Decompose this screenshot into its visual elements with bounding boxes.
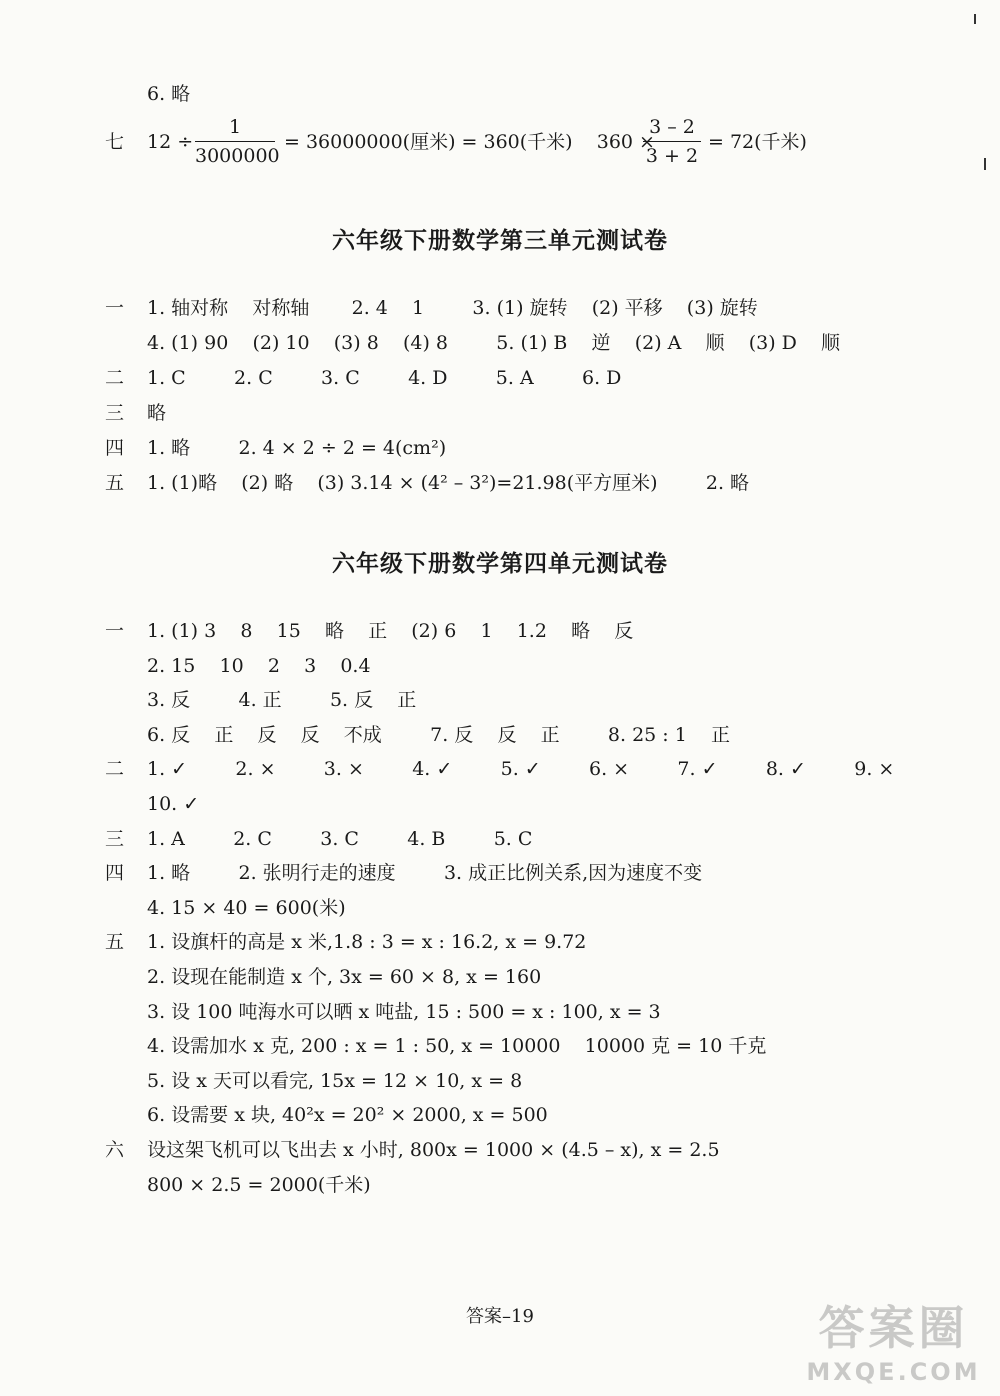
section-number: 七 [105, 131, 125, 153]
fraction-denominator: 3 + 2 [645, 145, 699, 167]
section-number: 一 [105, 297, 125, 319]
section-number: 五 [105, 931, 125, 954]
answer-line: 设这架飞机可以飞出去 x 小时, 800x = 1000 × (4.5 – x), x = 2.5 [147, 1139, 720, 1161]
answer-line: 5. 设 x 天可以看完, 15x = 12 × 10, x = 8 [147, 1069, 523, 1092]
section-number: 三 [105, 827, 125, 850]
answer-line: 800 × 2.5 = 2000(千米) [147, 1173, 371, 1196]
answer-line: 1. ✓ 2. × 3. × 4. ✓ 5. ✓ 6. × 7. ✓ 8. ✓ 9. × [147, 758, 895, 781]
expression-part: = 36000000(厘米) = 360(千米) 360 × [284, 131, 655, 153]
answer-line: 1. C 2. C 3. C 4. D 5. A 6. D [147, 367, 622, 389]
section-number: 四 [105, 862, 125, 885]
answer-line: 1. 略 2. 4 × 2 ÷ 2 = 4(cm²) [147, 437, 447, 459]
section-number: 三 [105, 402, 125, 424]
answer-line: 6. 略 [147, 83, 191, 105]
section-number: 六 [105, 1139, 125, 1161]
section-number: 一 [105, 620, 125, 642]
expression-part: 12 ÷ [147, 131, 194, 153]
answer-line: 6. 设需要 x 块, 40²x = 20² × 2000, x = 500 [147, 1104, 548, 1127]
answer-line: 3. 设 100 吨海水可以晒 x 吨盐, 15 : 500 = x : 100, x = 3 [147, 1000, 661, 1023]
watermark-text: 答案圈 [818, 1301, 969, 1355]
fraction-numerator: 1 [228, 116, 242, 138]
answer-line: 3. 反 4. 正 5. 反 正 [147, 689, 417, 712]
scan-mark [974, 14, 976, 24]
answer-line: 1. 略 2. 张明行走的速度 3. 成正比例关系,因为速度不变 [147, 862, 703, 885]
fraction [195, 116, 280, 167]
answer-line: 2. 15 10 2 3 0.4 [147, 654, 371, 677]
answer-line: 4. 设需加水 x 克, 200 : x = 1 : 50, x = 10000 10000 克 = 10 千克 [147, 1035, 767, 1058]
answer-line: 2. 设现在能制造 x 个, 3x = 60 × 8, x = 160 [147, 966, 542, 988]
unit3-title: 六年级下册数学第三单元测试卷 [332, 228, 668, 254]
watermark-logo [801, 1292, 986, 1386]
expression-part: = 72(千米) [708, 131, 807, 153]
section-number: 二 [105, 758, 125, 781]
answer-line: 1. 设旗杆的高是 x 米,1.8 : 3 = x : 16.2, x = 9.72 [147, 931, 587, 954]
answer-line: 4. (1) 90 (2) 10 (3) 8 (4) 8 5. (1) B 逆 (2) A 顺 (3) D 顺 [147, 332, 841, 354]
answer-line: 1. (1)略 (2) 略 (3) 3.14 × (4² – 3²)=21.98(平方厘米) 2. 略 [147, 472, 750, 494]
fraction-numerator: 3 – 2 [649, 116, 695, 138]
answer-line: 1. 轴对称 对称轴 2. 4 1 3. (1) 旋转 (2) 平移 (3) 旋转 [147, 297, 758, 319]
scan-mark [984, 158, 986, 170]
section-number: 四 [105, 437, 125, 459]
fraction-denominator: 3000000 [195, 145, 280, 167]
answer-line: 1. A 2. C 3. C 4. B 5. C [147, 827, 533, 850]
answer-line: 10. ✓ [147, 793, 200, 815]
section-number: 二 [105, 367, 125, 389]
answer-line: 1. (1) 3 8 15 略 正 (2) 6 1 1.2 略 反 [147, 620, 634, 642]
answer-line: 略 [147, 402, 167, 424]
answer-line: 4. 15 × 40 = 600(米) [147, 896, 346, 919]
unit4-title: 六年级下册数学第四单元测试卷 [332, 551, 668, 577]
watermark-url: MXQE.COM [806, 1358, 981, 1386]
page-footer: 答案–19 [466, 1306, 534, 1327]
fraction [643, 116, 701, 167]
section-number: 五 [105, 472, 125, 494]
answer-line: 6. 反 正 反 反 不成 7. 反 反 正 8. 25 : 1 正 [147, 723, 730, 746]
